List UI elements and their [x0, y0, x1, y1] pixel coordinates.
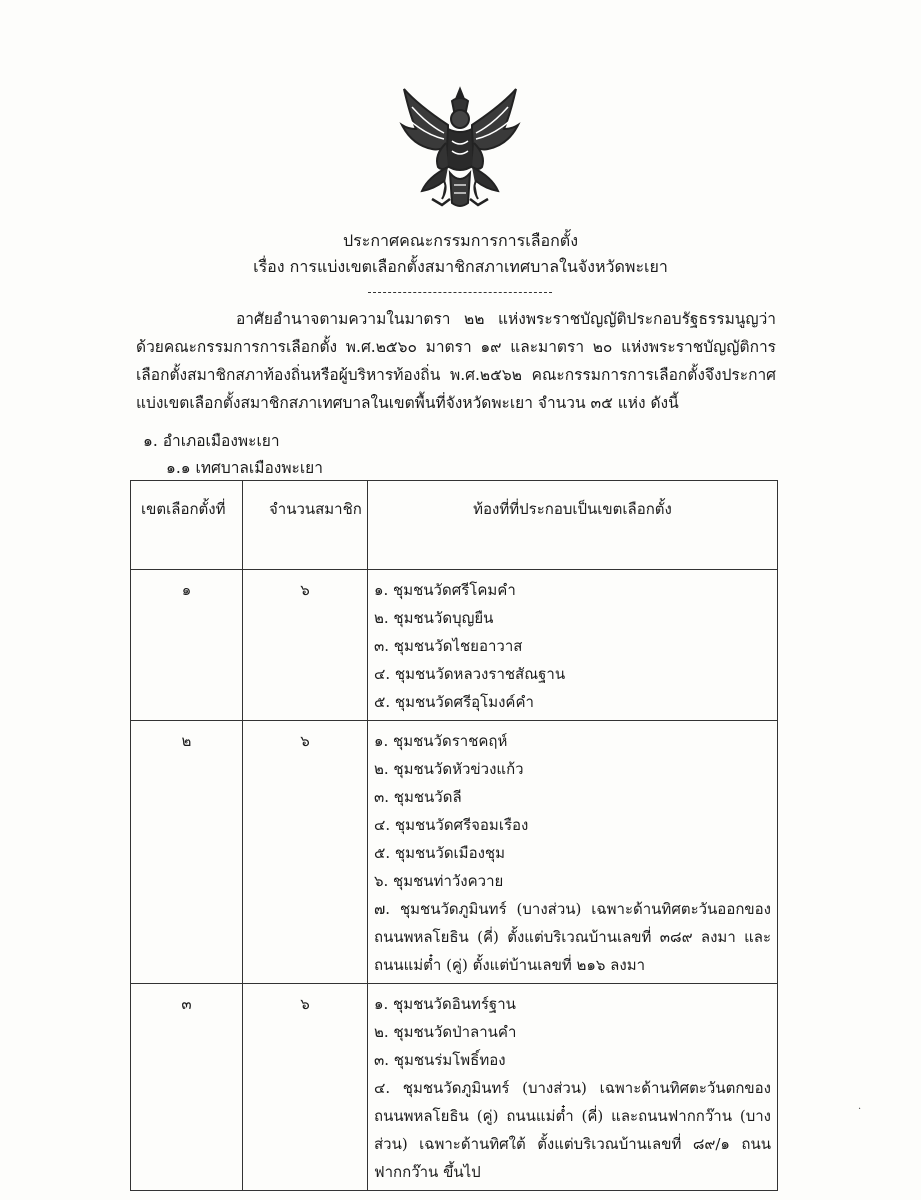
table-row [131, 984, 778, 1191]
table-row [131, 570, 778, 721]
announcement-title [0, 228, 921, 280]
title-line-2: เรื่อง การแบ่งเขตเลือกตั้งสมาชิกสภาเทศบาลในจังหวัดพะเยา [253, 257, 668, 276]
municipality-heading: ๑.๑ เทศบาลเมืองพะเยา [166, 459, 323, 477]
list-item: ๕. ชุมชนวัดศรีอุโมงค์คำ [374, 693, 534, 711]
list-item: ๒. ชุมชนวัดหัวข่วงแก้ว [374, 760, 524, 778]
list-item: ๓. ชุมชนวัดลี [374, 788, 462, 806]
member-count: ๖ [243, 721, 368, 984]
list-item: ๗. ชุมชนวัดภูมินทร์ (บางส่วน) เฉพาะด้านทิศตะวันออกของถนนพหลโยธิน (คี่) ตั้งแต่บริเวณบ้านเลขที่ ๓๘๙ ลงมา และถนนแม่ต๋ำ (คู่) ตั้งแต่บ้านเลขที่ ๒๑๖ ลงมา [374, 900, 771, 974]
list-item: ๔. ชุมชนวัดหลวงราชสัณฐาน [374, 665, 566, 683]
list-item: ๖. ชุมชนท่าวังควาย [374, 872, 504, 890]
zone-number: ๑ [131, 570, 243, 721]
electoral-zones-table [130, 480, 778, 1191]
header-zone: เขตเลือกตั้งที่ [131, 481, 243, 570]
title-line-1: ประกาศคณะกรรมการการเลือกตั้ง [342, 231, 579, 250]
garuda-emblem-icon [398, 85, 522, 211]
list-item: ๑. ชุมชนวัดศรีโคมคำ [374, 581, 516, 599]
header-areas: ท้องที่ที่ประกอบเป็นเขตเลือกตั้ง [368, 481, 778, 570]
list-item: ๑. ชุมชนวัดราชคฤห์ [374, 732, 508, 750]
header-members: จำนวนสมาชิก [243, 481, 368, 570]
list-item: ๓. ชุมชนร่มโพธิ์ทอง [374, 1051, 506, 1069]
title-divider [368, 292, 552, 293]
table-header-row [131, 481, 778, 570]
list-item: ๒. ชุมชนวัดบุญยืน [374, 609, 494, 627]
list-item: ๔. ชุมชนวัดศรีจอมเรือง [374, 816, 529, 834]
member-count: ๖ [243, 570, 368, 721]
zone-areas [368, 721, 778, 984]
intro-paragraph: อาศัยอำนาจตามความในมาตรา ๒๒ แห่งพระราชบัญญัติประกอบรัฐธรรมนูญว่าด้วยคณะกรรมการการเลือกตั้ง พ.ศ.๒๕๖๐ มาตรา ๑๙ และมาตรา ๒๐ แห่งพระราชบัญญัติการเลือกตั้งสมาชิกสภาท้องถิ่นหรือผู้บริหารท้องถิ่น พ.ศ.๒๕๖๒ คณะกรรมการการเลือกตั้งจึงประกาศแบ่งเขตเลือกตั้งสมาชิกสภาเทศบาลในเขตพื้นที่จังหวัดพะเยา จำนวน ๓๕ แห่ง ดังนี้ [136, 310, 776, 412]
table-row [131, 721, 778, 984]
zone-areas [368, 570, 778, 721]
member-count: ๖ [243, 984, 368, 1191]
scan-speck: · [858, 1104, 862, 1115]
zone-areas [368, 984, 778, 1191]
list-item: ๕. ชุมชนวัดเมืองชุม [374, 844, 505, 862]
list-item: ๓. ชุมชนวัดไชยอาวาส [374, 637, 523, 655]
district-heading: ๑. อำเภอเมืองพะเยา [143, 432, 280, 450]
list-item: ๔. ชุมชนวัดภูมินทร์ (บางส่วน) เฉพาะด้านทิศตะวันตกของถนนพหลโยธิน (คู่) ถนนแม่ต๋ำ (คี่) และถนนฟากกว๊าน (บางส่วน) เฉพาะด้านทิศใต้ ตั้งแต่บริเวณบ้านเลขที่ ๘๙/๑ ถนนฟากกว๊าน ขึ้นไป [374, 1079, 771, 1181]
zone-number: ๓ [131, 984, 243, 1191]
list-item: ๒. ชุมชนวัดป่าลานคำ [374, 1023, 517, 1041]
list-item: ๑. ชุมชนวัดอินทร์ฐาน [374, 995, 516, 1013]
zone-number: ๒ [131, 721, 243, 984]
